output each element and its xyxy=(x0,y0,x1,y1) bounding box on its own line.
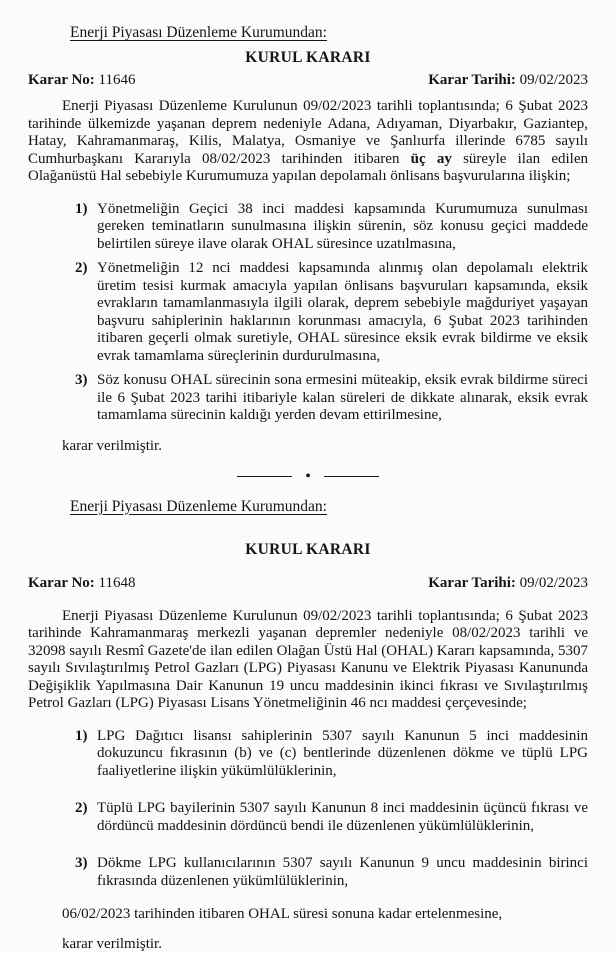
decision-closing-line: karar verilmiştir. xyxy=(62,437,588,455)
issuing-authority-header xyxy=(70,24,588,42)
decision-section-11646 xyxy=(28,24,588,455)
item-text: Yönetmeliğin 12 nci maddesi kapsamında alınmış olan depolamalı elektrik üretim tesisi kurmak amacıyla yapılan önlisans başvuruları kapsamında, eksik evrakların tamamlanmasıyla ilgili olarak, deprem sebebiyle mağduriyet yaşayan başvuru sahiplerinin haklarının korunması amacıyla, 6 Şubat 2023 tarihinden itibaren geçerli olmak suretiyle, OHAL süresince eksik evrak bildirme ve eksik evrak tamamlama süreçlerinin durdurulmasına, xyxy=(97,260,588,364)
intro-text-bold: üç ay xyxy=(411,151,452,167)
item-number: 1) xyxy=(75,201,88,219)
decision-item-1 xyxy=(28,201,588,254)
item-text: Yönetmeliğin Geçici 38 inci maddesi kapsamında Kurumumuza sunulması gereken teminatların sunulmasına ilişkin sürenin, söz konusu geçici maddede belirtilen süreye ilave olarak OHAL süresince uzatılmasına, xyxy=(97,201,588,252)
decision-date-value: 09/02/2023 xyxy=(520,575,588,591)
decision-meta-row xyxy=(28,71,588,89)
intro-text-before: Enerji Piyasası Düzenleme Kurulunun 09/02/2023 tarihli toplantısında; 6 Şubat 2023 tarihinde Kahramanmaraş merkezli yaşanan depremler nedeniyle 08/02/2023 tarihli ve 32098 sayılı Resmî Gazete'de ilan edilen Olağan Üstü Hal (OHAL) Kararı kapsamında, 5307 sayılı Sıvılaştırılmış Petrol Gazları (LPG) Piyasası Kanunu ve Elektrik Piyasası Kanununda Değişiklik Yapılmasına Dair Kanunun 19 uncu maddesinin ikinci fıkrası ve Sıvılaştırılmış Petrol Gazları (LPG) Piyasası Lisans Yönetmeliğinin 46 ncı maddesi çerçevesinde; xyxy=(28,608,588,712)
decision-meta-row xyxy=(28,574,588,592)
decision-date-value: 09/02/2023 xyxy=(520,72,588,88)
intro-text-after: süreyle ilan edilen Olağanüstü Hal sebebiyle Kurumumuza yapılan depolamalı önlisans başvurularına ilişkin; xyxy=(28,151,588,185)
decision-number-value: 11646 xyxy=(99,72,136,88)
section-separator xyxy=(28,471,588,483)
decision-intro-paragraph xyxy=(28,608,588,713)
decision-item-3 xyxy=(28,372,588,425)
decision-intro-paragraph xyxy=(28,98,588,186)
decision-title: KURUL KARARI xyxy=(28,541,588,559)
decision-number-label: Karar No: xyxy=(28,72,95,88)
decision-item-2 xyxy=(28,800,588,835)
decision-number xyxy=(28,71,136,89)
item-number: 3) xyxy=(75,855,88,873)
decision-item-3 xyxy=(28,855,588,890)
decision-closing-line: karar verilmiştir. xyxy=(62,935,588,953)
item-number: 2) xyxy=(75,260,88,278)
decision-date-label: Karar Tarihi: xyxy=(428,72,516,88)
item-number: 1) xyxy=(75,728,88,746)
item-number: 2) xyxy=(75,800,88,818)
decision-date-label: Karar Tarihi: xyxy=(428,575,516,591)
issuing-authority-text: Enerji Piyasası Düzenleme Kurumundan: xyxy=(70,24,327,41)
item-text: Dökme LPG kullanıcılarının 5307 sayılı Kanunun 9 uncu maddesinin birinci fıkrasında düzenlenen yükümlülüklerinin, xyxy=(97,855,588,889)
item-number: 3) xyxy=(75,372,88,390)
decision-date xyxy=(428,71,588,89)
decision-number xyxy=(28,574,136,592)
intro-text-before: Enerji Piyasası Düzenleme Kurulunun 09/02/2023 tarihli toplantısında; 6 Şubat 2023 tarihinde ülkemizde yaşanan deprem nedeniyle Adana, Adıyaman, Diyarbakır, Gaziantep, Hatay, Kahramanmaraş, Kilis, Malatya, Osmaniye ve Şanlıurfa illerinde 6785 sayılı Cumhurbaşkanı Kararıyla 08/02/2023 tarihinden itibaren xyxy=(28,98,588,167)
item-text: Söz konusu OHAL sürecinin sona ermesini müteakip, eksik evrak bildirme süreci ile 6 Şubat 2023 tarihi itibariyle kalan süreleri de dikkate alınarak, eksik evrak tamamlama sürecinin kaldığı yerden devam ettirilmesine, xyxy=(97,372,588,423)
decision-postscript-line: 06/02/2023 tarihinden itibaren OHAL süresi sonuna kadar ertelenmesine, xyxy=(62,905,588,923)
decision-number-value: 11648 xyxy=(99,575,136,591)
decision-item-2 xyxy=(28,260,588,365)
separator-rule-left xyxy=(237,476,292,477)
decision-item-1 xyxy=(28,728,588,781)
separator-rule-right xyxy=(324,476,379,477)
decision-section-11648 xyxy=(28,498,588,953)
issuing-authority-header xyxy=(70,498,588,516)
item-text: LPG Dağıtıcı lisansı sahiplerinin 5307 sayılı Kanunun 5 inci maddesinin dokuzuncu fıkrasının (b) ve (c) bentlerinde düzenlenen dökme ve tüplü LPG faaliyetlerine ilişkin yükümlülüklerinin, xyxy=(97,728,588,779)
item-text: Tüplü LPG bayilerinin 5307 sayılı Kanunun 8 inci maddesinin üçüncü fıkrası ve dördüncü maddesinin dördüncü bendi ile düzenlenen yükümlülüklerinin, xyxy=(97,800,588,834)
separator-bullet: • xyxy=(305,472,311,482)
decision-title: KURUL KARARI xyxy=(28,49,588,67)
issuing-authority-text: Enerji Piyasası Düzenleme Kurumundan: xyxy=(70,498,327,515)
decision-number-label: Karar No: xyxy=(28,575,95,591)
decision-date xyxy=(428,574,588,592)
